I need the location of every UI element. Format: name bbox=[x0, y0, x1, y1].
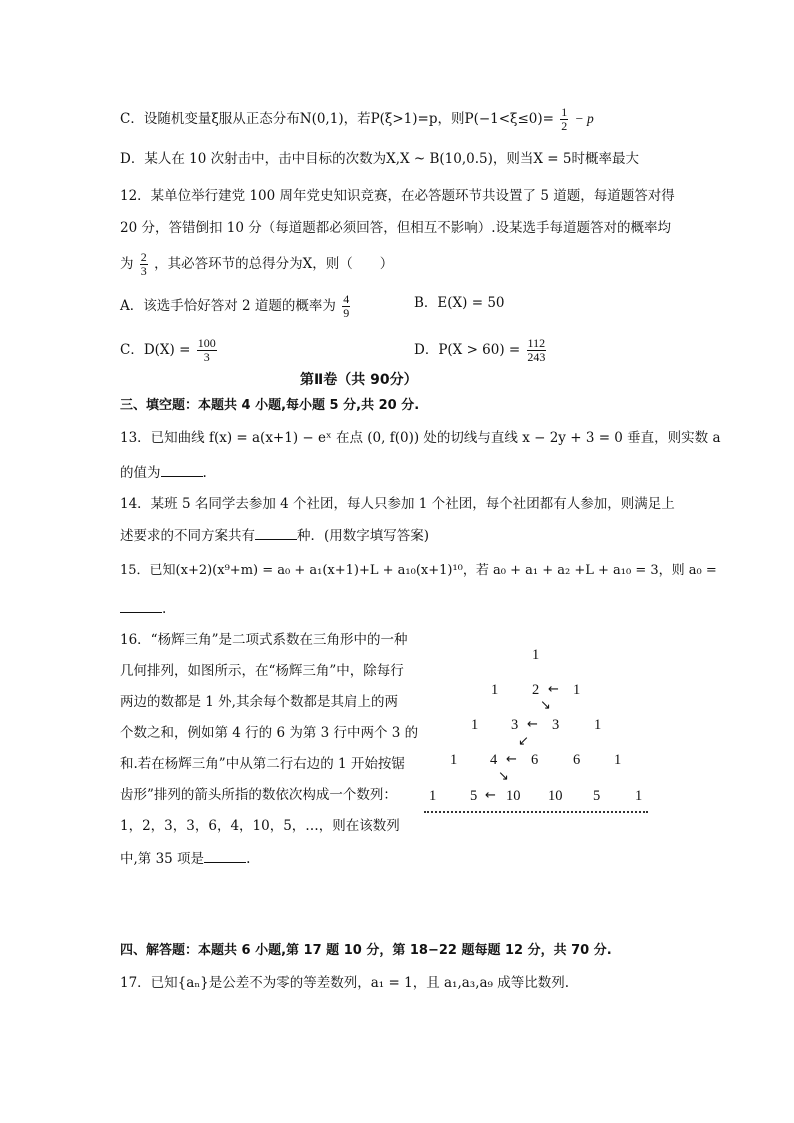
fraction-two-thirds bbox=[140, 251, 148, 278]
left-arrow-icon: ← bbox=[506, 752, 517, 767]
triangle-number: 5 bbox=[593, 788, 601, 804]
triangle-number: 10 bbox=[548, 788, 563, 804]
q16-line-1: 16．“杨辉三角”是二项式系数在三角形中的一种 bbox=[120, 632, 408, 648]
q11-option-c-text: C．设随机变量ξ服从正态分布N(0,1)，若P(ξ>1)=p，则P(−1<ξ≤0)= bbox=[120, 111, 554, 127]
q12-option-c bbox=[120, 337, 219, 364]
q12-option-a-text: A．该选手恰好答对 2 道题的概率为 bbox=[120, 298, 336, 314]
triangle-number: 1 bbox=[532, 647, 540, 663]
down-right-arrow-icon: ↘ bbox=[498, 769, 509, 784]
q14-line-2 bbox=[120, 525, 429, 546]
fraction-100-thirds bbox=[197, 337, 217, 364]
triangle-number: 1 bbox=[614, 752, 622, 768]
q14-line-2-start: 述要求的不同方案共有 bbox=[120, 528, 255, 544]
q12-line-3-end: ，其必答环节的总得分为X，则（ ） bbox=[154, 256, 394, 272]
triangle-number: 10 bbox=[506, 788, 521, 804]
q11-option-c bbox=[120, 106, 594, 133]
down-right-arrow-icon: ↘ bbox=[540, 698, 551, 713]
triangle-number: 4 bbox=[490, 752, 498, 768]
answer-blank bbox=[161, 462, 203, 477]
triangle-number: 3 bbox=[552, 717, 560, 733]
q12-line-1: 12．某单位举行建党 100 周年党史知识竞赛，在必答题环节共设置了 5 道题，每道题答对得 bbox=[120, 188, 675, 204]
triangle-number: 1 bbox=[635, 788, 643, 804]
q16-line-2: 几何排列，如图所示，在“杨辉三角”中，除每行 bbox=[120, 663, 404, 679]
q14-line-1: 14．某班 5 名同学去参加 4 个社团，每人只参加 1 个社团，每个社团都有人参加，则满足上 bbox=[120, 496, 675, 512]
section-four-heading: 四、解答题：本题共 6 小题,第 17 题 10 分，第 18−22 题每题 12 分，共 70 分. bbox=[120, 943, 612, 958]
down-left-arrow-icon: ↙ bbox=[518, 734, 529, 749]
triangle-number: 6 bbox=[573, 752, 581, 768]
q12-line-2: 20 分，答错倒扣 10 分（每道题都必须回答，但相互不影响）.设某选手每道题答对的概率均 bbox=[120, 220, 672, 236]
q12-option-c-text: C．D(X) = bbox=[120, 342, 191, 358]
q16-line-4: 个数之和，例如第 4 行的 6 为第 3 行中两个 3 的 bbox=[120, 725, 419, 741]
q12-option-b: B．E(X) = 50 bbox=[414, 295, 505, 311]
q13-line-2: 的值为 . bbox=[120, 462, 207, 483]
left-arrow-icon: ← bbox=[527, 717, 538, 732]
triangle-number: 1 bbox=[450, 752, 458, 768]
triangle-number: 5 bbox=[470, 788, 478, 804]
q13-line-2-text: 的值为 bbox=[120, 465, 161, 481]
fraction-numerator: 100 bbox=[197, 336, 216, 350]
fraction-half bbox=[560, 106, 568, 133]
fraction-numerator: 1 bbox=[561, 105, 568, 119]
fraction-denominator: 9 bbox=[343, 306, 350, 320]
part-two-title: 第Ⅱ卷（共 90分） bbox=[300, 372, 418, 388]
fraction-112-243 bbox=[527, 337, 547, 364]
left-arrow-icon: ← bbox=[548, 682, 559, 697]
triangle-number: 2 bbox=[532, 682, 540, 698]
q12-line-3 bbox=[120, 251, 393, 278]
fraction-numerator: 4 bbox=[343, 292, 350, 306]
q16-line-7: 1，2，3，3，6，4，10，5，…，则在该数列 bbox=[120, 818, 400, 834]
dotted-divider bbox=[424, 811, 648, 813]
answer-blank bbox=[255, 525, 297, 540]
triangle-number: 1 bbox=[573, 682, 581, 698]
fraction-denominator: 243 bbox=[527, 350, 546, 364]
fraction-denominator: 3 bbox=[140, 264, 147, 278]
q12-line-3-start: 为 bbox=[120, 256, 134, 272]
q12-option-d-text: D．P(X > 60) = bbox=[414, 342, 521, 358]
left-arrow-icon: ← bbox=[485, 788, 496, 803]
q17-line-1: 17．已知{aₙ}是公差不为零的等差数列，a₁ = 1，且 a₁,a₃,a₉ 成等比数列. bbox=[120, 975, 570, 991]
q15-line-2: . bbox=[120, 598, 166, 619]
fraction-numerator: 112 bbox=[527, 336, 546, 350]
section-three-heading: 三、填空题：本题共 4 小题,每小题 5 分,共 20 分. bbox=[120, 398, 420, 413]
q16-line-6: 齿形”排列的箭头所指的数依次构成一个数列： bbox=[120, 787, 397, 803]
triangle-number: 1 bbox=[471, 717, 479, 733]
q16-line-8-text: 中,第 35 项是 bbox=[120, 851, 205, 867]
fraction-numerator: 2 bbox=[140, 250, 147, 264]
answer-blank bbox=[204, 848, 246, 863]
triangle-number: 6 bbox=[531, 752, 539, 768]
q12-option-d bbox=[414, 337, 548, 364]
q15-line-1: 15．已知(x+2)(x⁹+m) = a₀ + a₁(x+1)+L + a₁₀(x+1)¹⁰，若 a₀ + a₁ + a₂ +L + a₁₀ = 3，则 a₀ = bbox=[120, 563, 717, 578]
triangle-number: 1 bbox=[594, 717, 602, 733]
q13-line-1: 13．已知曲线 f(x) = a(x+1) − eˣ 在点 (0, f(0)) 处的切线与直线 x − 2y + 3 = 0 垂直，则实数 a bbox=[120, 430, 721, 446]
q16-line-8: 中,第 35 项是 . bbox=[120, 848, 250, 869]
fraction-denominator: 3 bbox=[203, 350, 210, 364]
q16-line-3: 两边的数都是 1 外,其余每个数都是其肩上的两 bbox=[120, 694, 398, 710]
q16-line-5: 和.若在杨辉三角”中从第二行右边的 1 开始按锯 bbox=[120, 756, 405, 772]
fraction-denominator: 2 bbox=[561, 119, 568, 133]
q11-option-d: D．某人在 10 次射击中，击中目标的次数为X,X ~ B(10,0.5)，则当X = 5时概率最大 bbox=[120, 151, 639, 167]
answer-blank bbox=[120, 598, 162, 613]
triangle-number: 1 bbox=[491, 682, 499, 698]
q14-line-2-end: 种．(用数字填写答案) bbox=[297, 528, 430, 544]
fraction-four-ninths bbox=[342, 293, 350, 320]
triangle-number: 3 bbox=[511, 717, 519, 733]
q11-option-c-tail: − p bbox=[574, 111, 594, 126]
triangle-number: 1 bbox=[429, 788, 437, 804]
q12-option-a bbox=[120, 293, 352, 320]
